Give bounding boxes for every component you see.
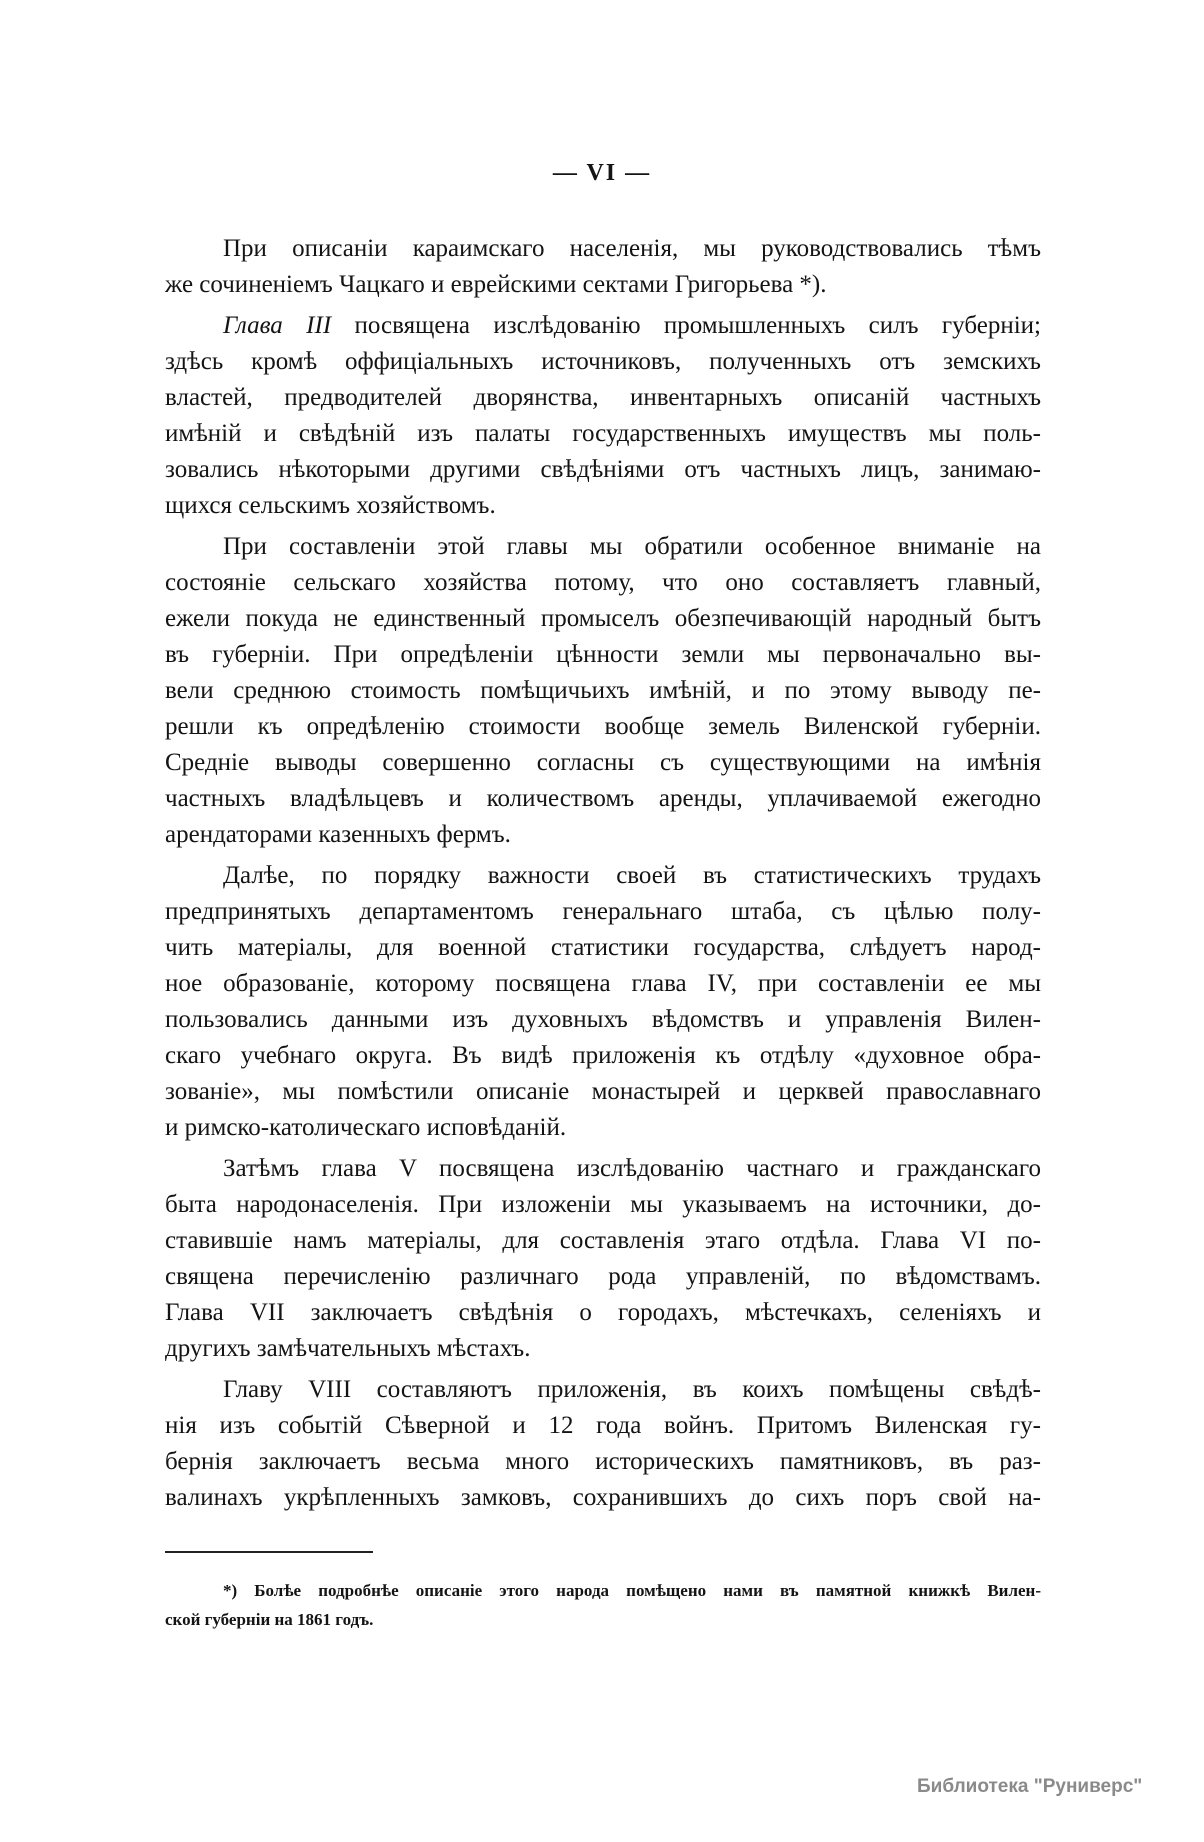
- text-line-rest: посвящена изслѣдованiю промышленныхъ силъ губернiи;: [331, 312, 1041, 339]
- text-line: нiя изъ событiй Сѣверной и 12 года войнъ. Притомъ Виленская гу-: [165, 1412, 1041, 1439]
- text-line: Главу VIII составляютъ приложенiя, въ коихъ помѣщены свѣдѣ-: [223, 1376, 1041, 1403]
- text-line: зованiе», мы помѣстили описанiе монастырей и церквей православнаго: [165, 1078, 1041, 1105]
- text-line: состоянiе сельскаго хозяйства потому, что оно составляетъ главный,: [165, 569, 1041, 596]
- text-line: арендаторами казенныхъ фермъ.: [165, 821, 511, 848]
- text-line: бернiя заключаетъ весьма много историческихъ памятниковъ, въ раз-: [165, 1448, 1041, 1475]
- text-line: священа перечисленiю различнаго рода управленiй, по вѣдомствамъ.: [165, 1263, 1041, 1290]
- text-line: пользовались данными изъ духовныхъ вѣдомствъ и управленiя Вилен-: [165, 1006, 1041, 1033]
- text-line: [165, 308, 1041, 344]
- text-line: быта народонаселенiя. При изложенiи мы указываемъ на источники, до-: [165, 1191, 1041, 1218]
- chapter-reference: Глава III: [223, 312, 332, 339]
- text-line: щихся сельскимъ хозяйствомъ.: [165, 492, 496, 519]
- text-line: предпринятыхъ департаментомъ генеральнаго штаба, съ цѣлью полу-: [165, 898, 1041, 925]
- text-line: въ губернiи. При опредѣленiи цѣнности земли мы первоначально вы-: [165, 641, 1041, 668]
- text-line: скаго учебнаго округа. Въ видѣ приложенiя къ отдѣлу «духовное обра-: [165, 1042, 1041, 1069]
- text-line: вели среднюю стоимость помѣщичьихъ имѣнiй, и по этому выводу пе-: [165, 677, 1041, 704]
- footnote: [165, 1576, 1041, 1634]
- paragraph: [165, 308, 1041, 524]
- footnote-divider: [165, 1551, 373, 1553]
- paragraph: [165, 858, 1041, 1146]
- text-line: При составленiи этой главы мы обратили особенное вниманiе на: [223, 533, 1041, 560]
- footnote-line: ской губернiи на 1861 годъ.: [165, 1610, 374, 1629]
- text-line: Глава VII заключаетъ свѣдѣнiя о городахъ, мѣстечкахъ, селенiяхъ и: [165, 1299, 1041, 1326]
- text-line: частныхъ владѣльцевъ и количествомъ аренды, уплачиваемой ежегодно: [165, 785, 1041, 812]
- paragraph: [165, 1151, 1041, 1367]
- text-line: валинахъ укрѣпленныхъ замковъ, сохранившихъ до сихъ поръ свой на-: [165, 1484, 1041, 1511]
- text-line: другихъ замѣчательныхъ мѣстахъ.: [165, 1335, 531, 1362]
- text-line: здѣсь кромѣ оффицiальныхъ источниковъ, полученныхъ отъ земскихъ: [165, 348, 1041, 375]
- text-line: Далѣе, по порядку важности своей въ статистическихъ трудахъ: [223, 862, 1041, 889]
- text-line: же сочиненiемъ Чацкаго и еврейскими сектами Григорьева *).: [165, 271, 827, 298]
- paragraph: [165, 1372, 1041, 1516]
- text-line: ное образованiе, которому посвящена глава IV, при составленiи ее мы: [165, 970, 1041, 997]
- text-line: Затѣмъ глава V посвящена изслѣдованiю частнаго и гражданскаго: [223, 1155, 1041, 1182]
- text-line: Среднiе выводы совершенно согласны съ существующими на имѣнiя: [165, 749, 1041, 776]
- text-line: решли къ опредѣленiю стоимости вообще земель Виленской губернiи.: [165, 713, 1041, 740]
- text-line: При описанiи караимскаго населенiя, мы руководствовались тѣмъ: [223, 235, 1041, 262]
- paragraph: [165, 231, 1041, 303]
- footnote-line: *) Болѣе подробнѣе описанiе этого народа помѣщено нами въ памятной книжкѣ Вилен-: [223, 1581, 1041, 1600]
- text-line: имѣнiй и свѣдѣнiй изъ палаты государственныхъ имуществъ мы поль-: [165, 420, 1041, 447]
- text-line: ставившiе намъ матерiалы, для составленiя этаго отдѣла. Глава VI по-: [165, 1227, 1041, 1254]
- text-line: зовались нѣкоторыми другими свѣдѣнiями отъ частныхъ лицъ, занимаю-: [165, 456, 1041, 483]
- paragraph: [165, 529, 1041, 853]
- text-line: ежели покуда не единственный промыселъ обезпечивающiй народный бытъ: [165, 605, 1041, 632]
- text-line: и римско-католическаго исповѣданiй.: [165, 1114, 567, 1141]
- text-line: чить матерiалы, для военной статистики государства, слѣдуетъ народ-: [165, 934, 1041, 961]
- body-text: [165, 231, 1041, 1521]
- text-line: властей, предводителей дворянства, инвентарныхъ описанiй частныхъ: [165, 384, 1041, 411]
- library-watermark: Библиотека "Руниверс": [917, 1776, 1143, 1797]
- page-number: — VI —: [552, 160, 652, 186]
